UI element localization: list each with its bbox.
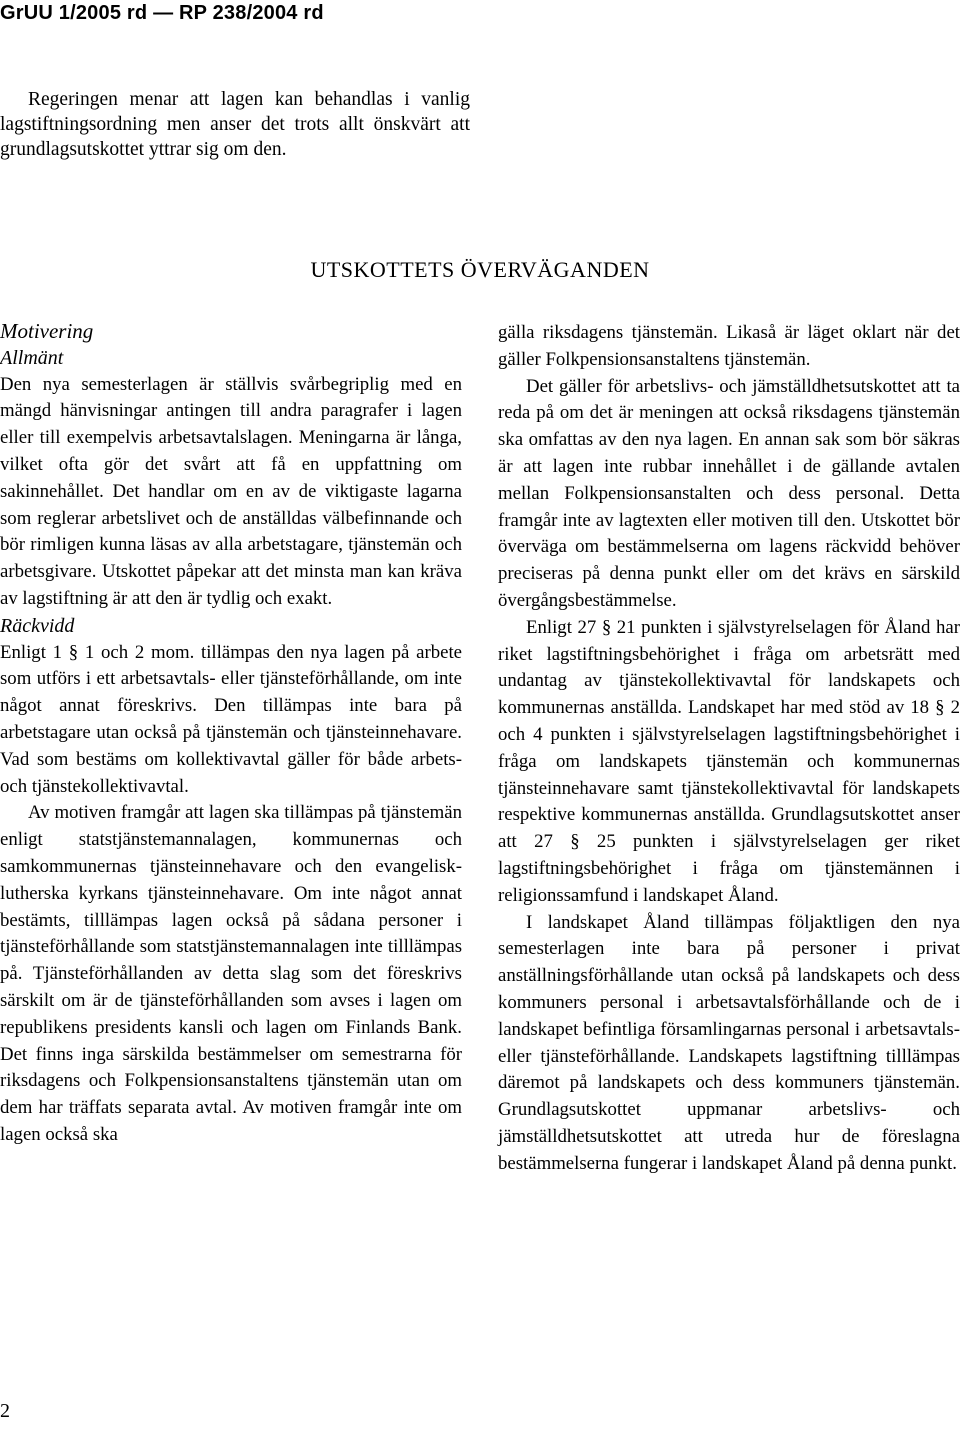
left-column (0, 318, 462, 1149)
right-column (498, 320, 960, 1178)
running-header: GrUU 1/2005 rd — RP 238/2004 rd (0, 2, 324, 24)
intro-block (0, 87, 470, 162)
right-paragraph-3: Enligt 27 § 21 punkten i självstyrelselagen för Åland har riket lagstiftningsbehörighet i fråga om arbetsrätt med undantag av tjänstekollektivavtal för landskapets och kommunernas anställda. Landskapet har med stöd av 18 § 2 och 4 punkten i självstyrelselagen lagstiftningsbehörighet i fråga om landskapets tjänstemän och kommunernas tjänsteinnehavare samt tjänstekollektivavtal för landskapets respektive kommunernas anställda. Grundlagsutskottet anser att 27 § 25 punkten i självstyrelselagen ger riket lagstiftningsbehörighet i fråga om tjänstemännen i religionssamfund i landskapet Åland. (498, 616, 960, 906)
allmant-paragraph: Den nya semesterlagen är ställvis svårbegriplig med en mängd hänvisningar antingen till andra paragrafer i lagen eller till exempelvis arbetsavtalslagen. Meningarna är långa, vilket ofta gör det svårt att få en uppfattning om sakinnehållet. Det handlar om en av de viktigaste lagarna som reglerar arbetslivet och de anställdas välbefinnande och bör rimligen kunna läsas av alla arbetstagare, tjänstemän och arbetsgivare. Utskottet påpekar att det minsta man kan kräva av lagstiftning är att den är tydlig och exakt. (0, 373, 462, 609)
right-paragraph-4: I landskapet Åland tillämpas följaktligen den nya semesterlagen inte bara på personer i privat anställningsförhållande utan också på landskapets och dess kommuners personal i arbetsavtalsförhållande och de i landskapet befintliga församlingarnas personal i arbetsavtals- eller tjänsteförhållande. Landskapets lagstiftning tilllämpas däremot på landskapets och dess kommuners tjänstemän. Grundlagsutskottet uppmanar arbetslivs- och jämställdhetsutskottet att utreda hur de föreslagna bestämmelserna fungerar i landskapet Åland på denna punkt. (498, 911, 960, 1174)
rackvidd-paragraph-2: Av motiven framgår att lagen ska tillämpas på tjänstemän enligt statstjänstemannalagen, kommunernas och samkommunernas tjänsteinnehavare och den evangelisk-lutherska kyrkans tjänsteinnehavare. Om inte något annat bestämts, tilllämpas lagen också på sådana personer i tjänsteförhållande som statstjänstemannalagen inte tilllämpas på. Tjänsteförhållanden av detta slag som det föreskrivs särskilt om är de tjänsteförhållanden som avses i lagen om republikens presidents kansli och lagen om Finlands Bank. Det finns inga särskilda bestämmelser om semestrarna för riksdagens och Folkpensionsanstaltens tjänstemän utan om dem har träffats separata avtal. Av motiven framgår inte om lagen också ska (0, 802, 462, 1145)
heading-motivering: Motivering (0, 319, 94, 343)
page-number: 2 (0, 1400, 10, 1422)
right-paragraph-2: Det gäller för arbetslivs- och jämställdhetsutskottet att ta reda på om det är meningen att också riksdagens tjänstemän ska omfattas av den nya lagen. En annan sak som bör säkras är att lagen inte rubbar innehållet i de gällande avtalen mellan Folkpensionsanstalten och dess personal. Detta framgår inte av lagtexten eller motiven till den. Utskottet bör överväga om bestämmelserna om lagens räckvidd behöver preciseras på denna punkt eller om det krävs en särskild övergångsbestämmelse. (498, 375, 960, 611)
right-paragraph-1: gälla riksdagens tjänstemän. Likaså är läget oklart när det gäller Folkpensionsanstaltens tjänstemän. (498, 322, 960, 370)
intro-paragraph: Regeringen menar att lagen kan behandlas i vanlig lagstiftningsordning men anser det trots allt önskvärt att grundlagsutskottet yttrar sig om den. (0, 89, 470, 160)
section-title: UTSKOTTETS ÖVERVÄGANDEN (310, 257, 650, 282)
rackvidd-paragraph-1: Enligt 1 § 1 och 2 mom. tillämpas den nya lagen på arbete som utförs i ett arbetsavtals- eller tjänsteförhållande, om inte något annat föreskrivs. Den tillämpas inte bara på arbetstagare utan också på tjänstemän och tjänsteinnehavare. Vad som bestäms om kollektivavtal gäller för både arbets- och tjänstekollektivavtal. (0, 641, 462, 797)
heading-rackvidd: Räckvidd (0, 614, 75, 637)
heading-allmant: Allmänt (0, 346, 64, 369)
